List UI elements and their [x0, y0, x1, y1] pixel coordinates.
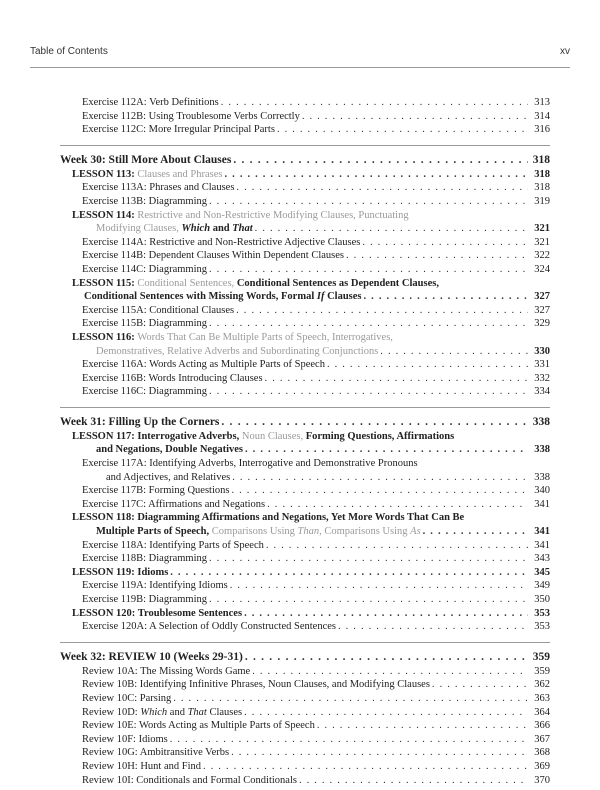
toc-entry[interactable]: Exercise 117B: Forming Questions . . . 340 — [60, 484, 550, 498]
toc-entry[interactable]: Exercise 115B: Diagramming . . . 329 — [60, 317, 550, 331]
table-of-contents — [60, 96, 550, 787]
toc-entry[interactable]: Exercise 113B: Diagramming . . . 319 — [60, 195, 550, 209]
lesson-118[interactable]: LESSON 118: Diagramming Affirmations and Negations, Yet More Words That Can Be — [72, 512, 465, 524]
review-entry[interactable]: Review 10C: Parsing . . . 363 — [60, 692, 550, 706]
running-header — [30, 46, 570, 57]
lesson-114-continued[interactable]: Modifying Clauses, Which and That . . . 321 — [60, 222, 550, 236]
review-entry[interactable]: Review 10I: Conditionals and Formal Conditionals . . . 370 — [60, 774, 550, 788]
week-32-heading[interactable]: Week 32: REVIEW 10 (Weeks 29-31) . . . 359 — [60, 650, 550, 665]
toc-entry[interactable]: Exercise 112A: Verb Definitions . . . 313 — [60, 96, 550, 110]
lesson-119[interactable]: LESSON 119: Idioms . . . 345 — [60, 566, 550, 580]
lesson-115[interactable]: LESSON 115: Conditional Sentences, Conditional Sentences as Dependent Clauses, — [72, 277, 439, 289]
toc-entry[interactable]: Exercise 116B: Words Introducing Clauses . . . 332 — [60, 372, 550, 386]
lesson-117[interactable]: LESSON 117: Interrogative Adverbs, Noun Clauses, Forming Questions, Affirmations — [72, 430, 455, 442]
toc-entry[interactable]: Exercise 115A: Conditional Clauses . . . 327 — [60, 304, 550, 318]
toc-entry[interactable]: Exercise 114A: Restrictive and Non-Restrictive Adjective Clauses . . . 321 — [60, 236, 550, 250]
toc-entry[interactable]: Exercise 117A: Identifying Adverbs, Interrogative and Demonstrative Pronouns — [82, 458, 418, 470]
toc-entry[interactable]: Exercise 118A: Identifying Parts of Speech . . . 341 — [60, 539, 550, 553]
week-30-section — [60, 145, 550, 399]
toc-entry[interactable]: Exercise 119A: Identifying Idioms . . . 349 — [60, 579, 550, 593]
toc-entry[interactable]: Exercise 116A: Words Acting as Multiple Parts of Speech . . . 331 — [60, 358, 550, 372]
toc-entry[interactable]: Exercise 114C: Diagramming . . . 324 — [60, 263, 550, 277]
lesson-117-continued[interactable]: and Negations, Double Negatives . . . 338 — [60, 443, 550, 457]
header-page-number: xv — [560, 46, 570, 57]
toc-entry[interactable]: Exercise 120A: A Selection of Oddly Constructed Sentences . . . 353 — [60, 620, 550, 634]
toc-entry[interactable]: Exercise 119B: Diagramming . . . 350 — [60, 593, 550, 607]
review-entry[interactable]: Review 10F: Idioms . . . 367 — [60, 733, 550, 747]
toc-entry[interactable]: Exercise 112C: More Irregular Principal Parts . . . 316 — [60, 123, 550, 137]
week-30-heading[interactable]: Week 30: Still More About Clauses . . . 318 — [60, 153, 550, 168]
week-32-section — [60, 642, 550, 787]
review-entry[interactable]: Review 10E: Words Acting as Multiple Parts of Speech . . . 366 — [60, 719, 550, 733]
review-entry[interactable]: Review 10D: Which and That Clauses . . . 364 — [60, 706, 550, 720]
lesson-113[interactable]: LESSON 113: Clauses and Phrases . . . 318 — [60, 168, 550, 182]
toc-entry[interactable]: Exercise 113A: Phrases and Clauses . . . 318 — [60, 181, 550, 195]
lesson-118-continued[interactable]: Multiple Parts of Speech, Comparisons Using Than, Comparisons Using As . . . 341 — [60, 525, 550, 539]
toc-entry[interactable]: Exercise 117C: Affirmations and Negations . . . 341 — [60, 498, 550, 512]
week-31-heading[interactable]: Week 31: Filling Up the Corners . . . 338 — [60, 415, 550, 430]
lesson-116-continued[interactable]: Demonstratives, Relative Adverbs and Subordinating Conjunctions . . . 330 — [60, 345, 550, 359]
lesson-115-continued[interactable]: Conditional Sentences with Missing Words, Formal If Clauses . . . 327 — [60, 290, 550, 304]
review-entry[interactable]: Review 10A: The Missing Words Game . . . 359 — [60, 665, 550, 679]
week-31-section — [60, 407, 550, 634]
header-title: Table of Contents — [30, 46, 108, 57]
review-entry[interactable]: Review 10B: Identifying Infinitive Phrases, Noun Clauses, and Modifying Clauses . . . 362 — [60, 678, 550, 692]
toc-entry-continued[interactable]: and Adjectives, and Relatives . . . 338 — [60, 471, 550, 485]
header-rule — [30, 67, 570, 68]
toc-entry[interactable]: Exercise 116C: Diagramming . . . 334 — [60, 385, 550, 399]
lesson-114[interactable]: LESSON 114: Restrictive and Non-Restrictive Modifying Clauses, Punctuating — [72, 209, 409, 221]
toc-entry[interactable]: Exercise 118B: Diagramming . . . 343 — [60, 552, 550, 566]
review-entry[interactable]: Review 10H: Hunt and Find . . . 369 — [60, 760, 550, 774]
lesson-120[interactable]: LESSON 120: Troublesome Sentences . . . 353 — [60, 607, 550, 621]
lesson-116[interactable]: LESSON 116: Words That Can Be Multiple Parts of Speech, Interrogatives, — [72, 331, 393, 343]
toc-entry[interactable]: Exercise 112B: Using Troublesome Verbs Correctly . . . 314 — [60, 110, 550, 124]
toc-entry[interactable]: Exercise 114B: Dependent Clauses Within Dependent Clauses . . . 322 — [60, 249, 550, 263]
review-entry[interactable]: Review 10G: Ambitransitive Verbs . . . 368 — [60, 746, 550, 760]
